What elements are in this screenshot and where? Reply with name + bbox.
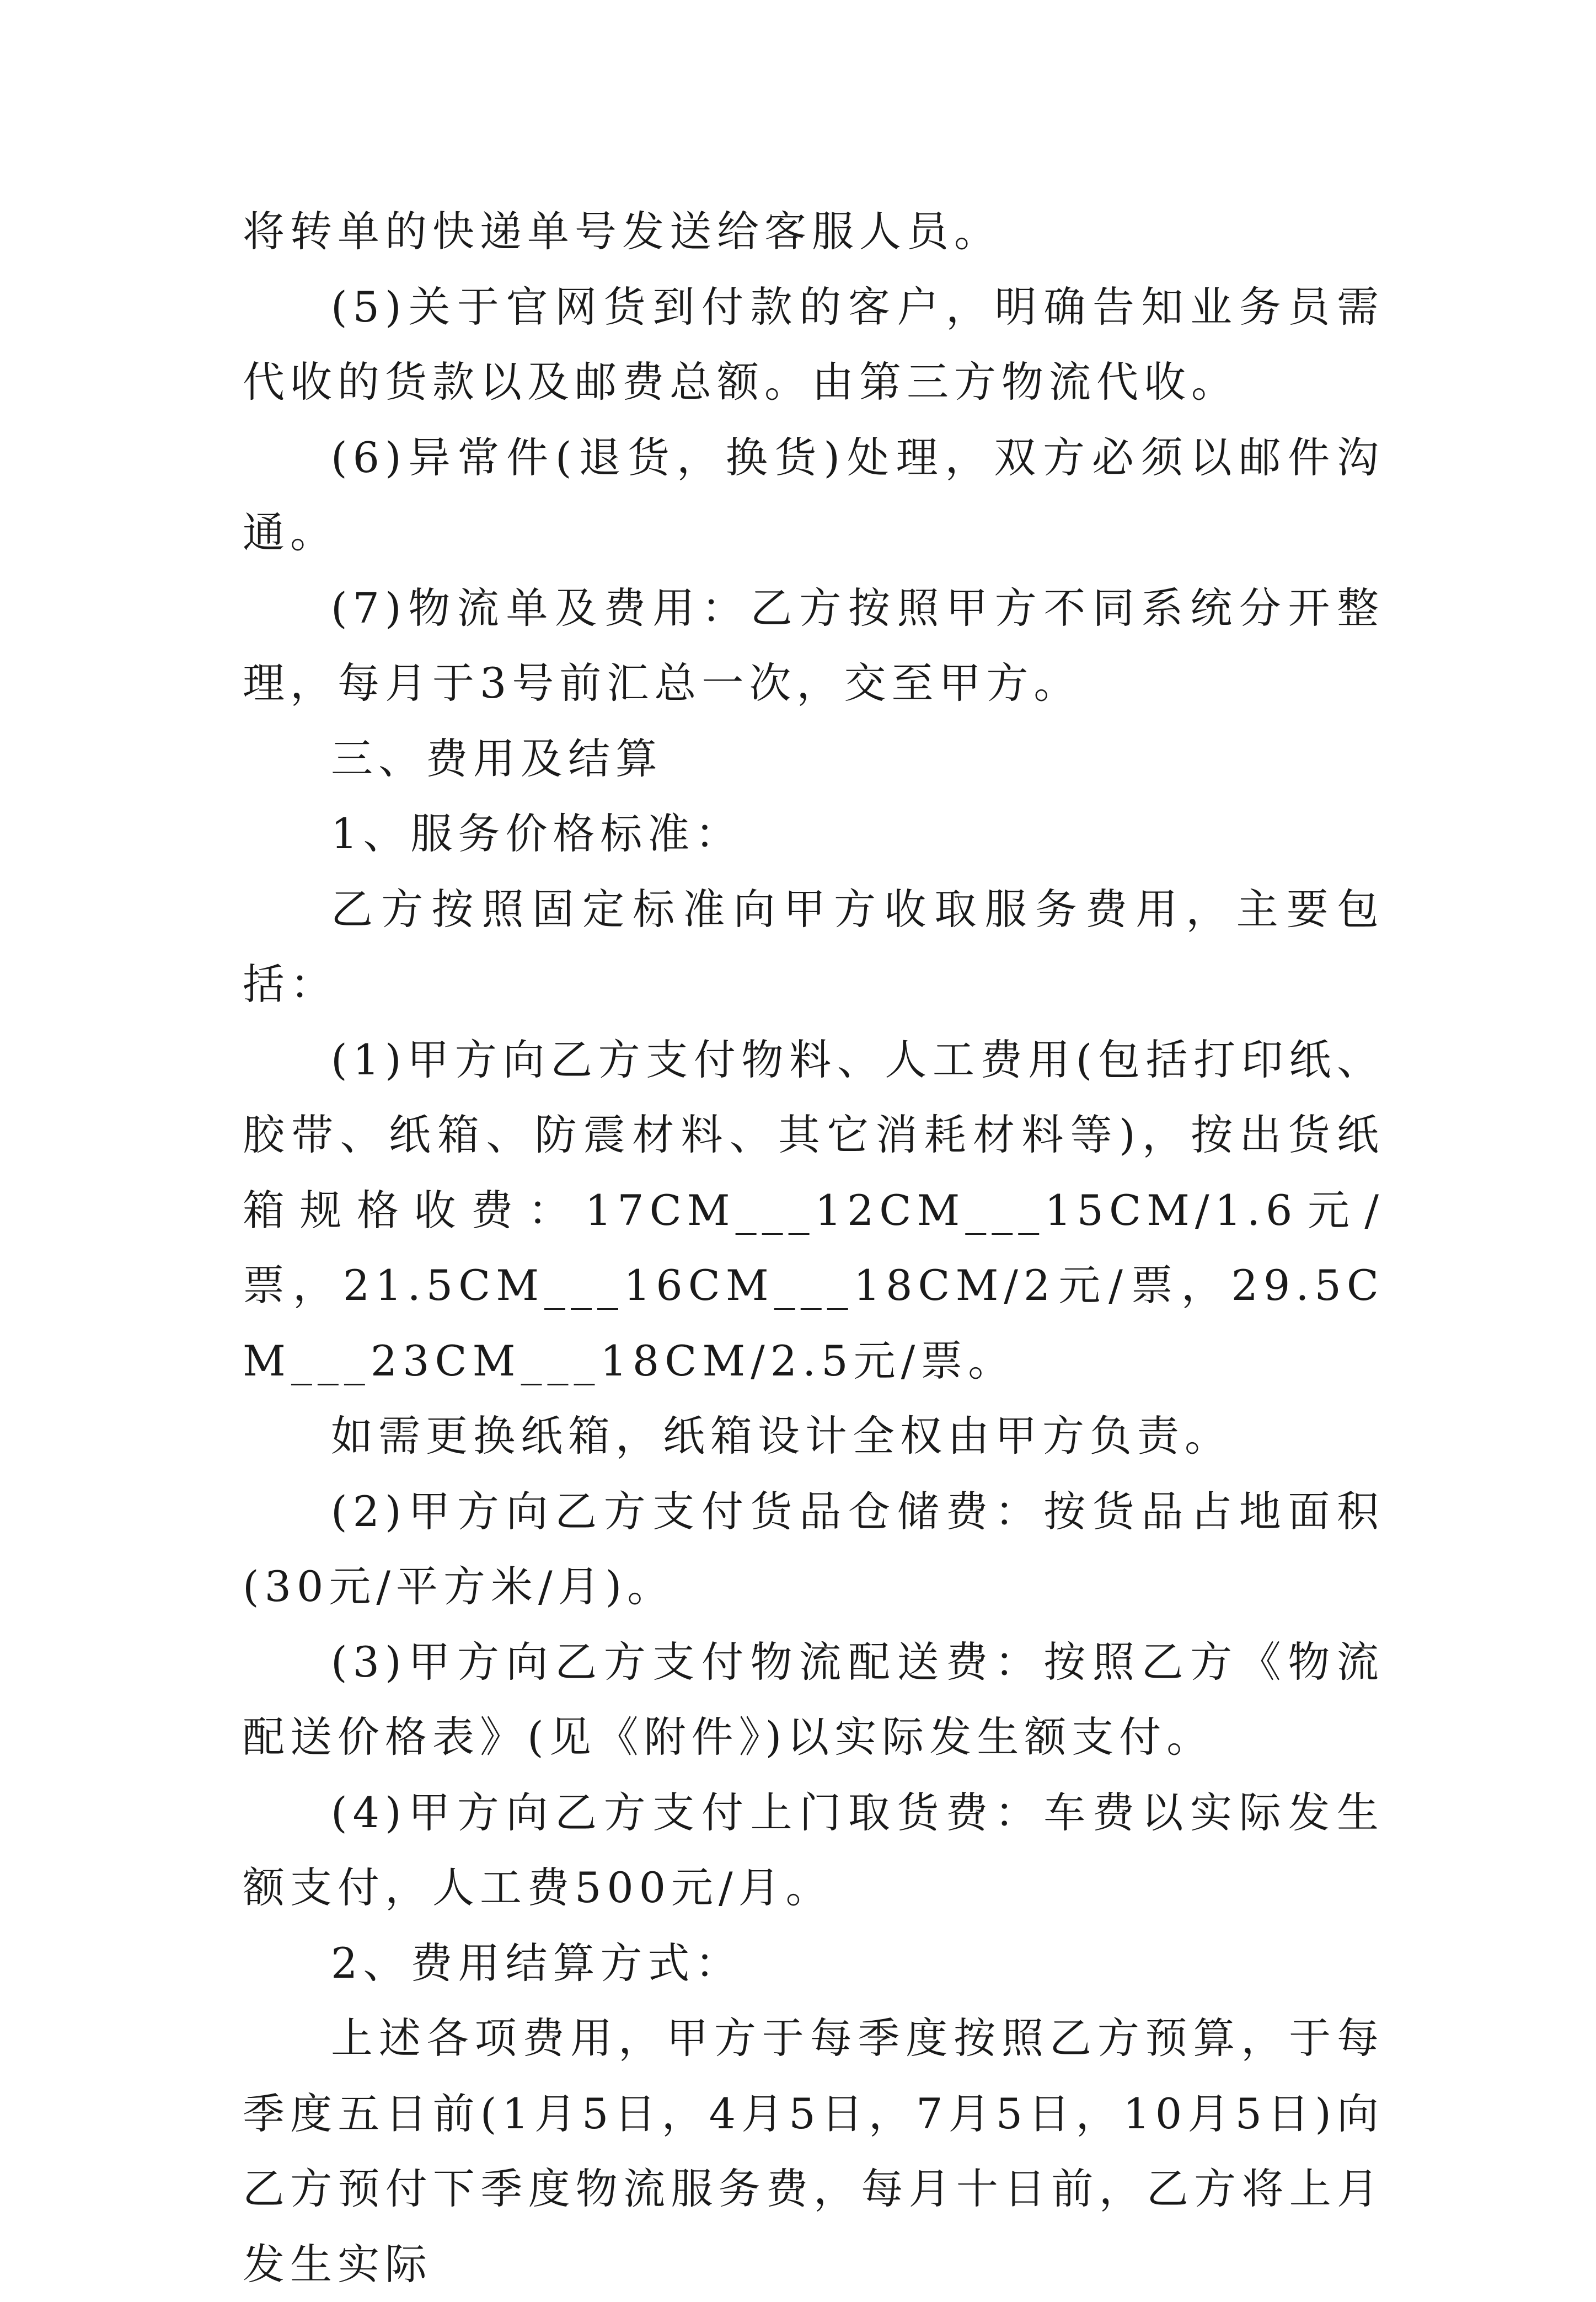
paragraph-14: 上述各项费用，甲方于每季度按照乙方预算，于每季度五日前(1月5日，4月5日，7月5日，10月5日)向乙方预付下季度物流服务费，每月十日前，乙方将上月发生实际 [243, 2014, 1384, 2289]
document-body [243, 194, 1384, 2302]
paragraph-11: (3)甲方向乙方支付物流配送费：按照乙方《物流配送价格表》(见《附件》)以实际发生额支付。 [243, 1637, 1384, 1762]
paragraph-4: (7)物流单及费用：乙方按照甲方不同系统分开整理，每月于3号前汇总一次，交至甲方。 [243, 583, 1384, 708]
paragraph-3: (6)异常件(退货，换货)处理，双方必须以邮件沟通。 [243, 432, 1384, 557]
paragraph-10: (2)甲方向乙方支付货品仓储费：按货品占地面积(30元/平方米/月)。 [243, 1486, 1384, 1611]
paragraph-9: 如需更换纸箱，纸箱设计全权由甲方负责。 [331, 1411, 1232, 1460]
paragraph-2: (5)关于官网货到付款的客户，明确告知业务员需代收的货款以及邮费总额。由第三方物流代收。 [243, 282, 1384, 406]
paragraph-7: 乙方按照固定标准向甲方收取服务费用，主要包括： [243, 884, 1384, 1009]
paragraph-1: 将转单的快递单号发送给客服人员。 [243, 207, 1001, 256]
section-heading-fees: 三、费用及结算 [331, 734, 663, 783]
paragraph-12: (4)甲方向乙方支付上门取货费：车费以实际发生额支付，人工费500元/月。 [243, 1787, 1384, 1912]
subheading-price-standard: 1、服务价格标准： [331, 809, 743, 858]
subheading-settlement-method: 2、费用结算方式： [331, 1938, 743, 1988]
paragraph-8: (1)甲方向乙方支付物料、人工费用(包括打印纸、胶带、纸箱、防震材料、其它消耗材料等)，按出货纸箱规格收费：17CM___12CM___15CM/1.6元/票，21.5CM___16CM___18CM/2元/票，29.5CM___23CM___18CM/2.5元/票。 [243, 1035, 1384, 1385]
